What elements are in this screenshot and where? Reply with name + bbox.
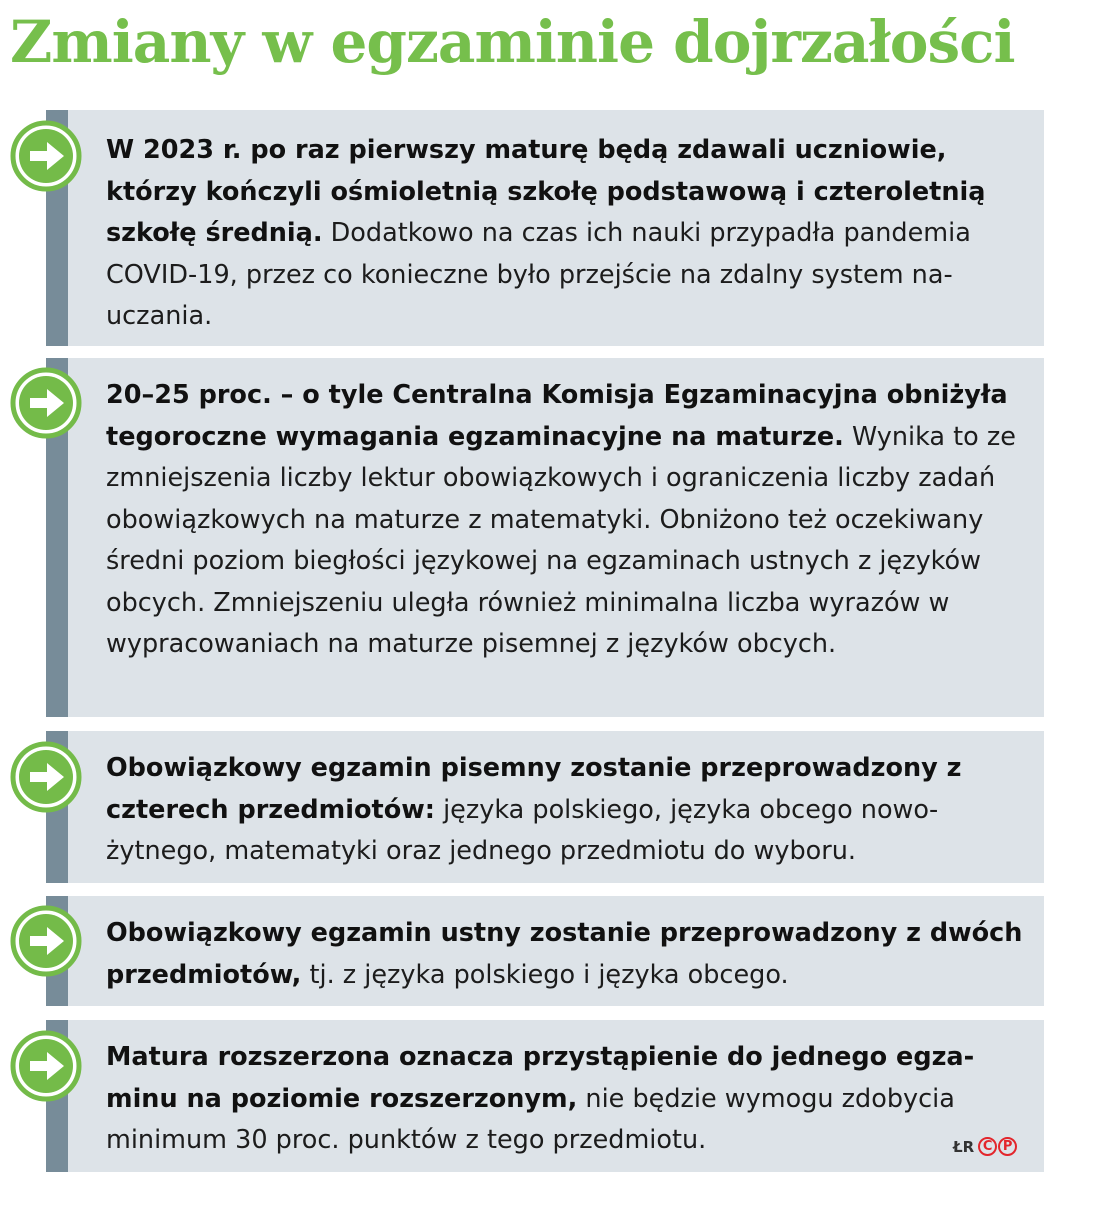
arrow-right-circle-icon [10,741,82,813]
info-box-5 [46,1020,1044,1172]
info-box-4-body: tj. z języka polskiego i języka obcego. [301,959,789,990]
info-box-1-body: Dodatkowo na czas ich nauki przypadła pandemia COVID-19, przez co konieczne było przejście na zdalny system nauczania. [106,218,971,331]
info-box-4-text [106,913,1024,996]
info-box-4-bold: Obowiązkowy egzamin ustny zostanie przeprowadzony z dwóch przedmiotów, [106,918,1023,990]
credit [953,1137,1017,1156]
copyright-p-icon: P [998,1137,1017,1156]
page-title: Zmiany w egzaminie dojrzałości [10,8,1015,76]
info-box-2-bold: 20–25 proc. – o tyle Centralna Komisja Egzaminacyjna obniżyła tegoroczne wymagania egzaminacyjne na maturze. [106,380,1008,452]
info-box-2 [46,358,1044,717]
info-box-2-text [106,375,1024,666]
info-box-1 [46,110,1044,346]
info-box-1-text [106,130,1024,338]
info-box-2-body: Wynika to ze zmniejszenia liczby lektur obowiązkowych i ograniczenia liczby zadań obowiązkowych na maturze z matematyki. Obniżono też oczekiwany średni poziom biegłości językowej na egzaminach ustnych z języków obcych. Zmniejszeniu uległa również minimalna liczba wyrazów w wypracowaniach na maturze pisemnej z języków obcych. [106,421,1016,659]
credit-author: ŁR [953,1137,975,1156]
info-box-3-text [106,748,1024,873]
info-box-3 [46,731,1044,883]
arrow-right-circle-icon [10,905,82,977]
info-box-3-body: języka polskiego, języka obcego nowożytnego, matematyki oraz jednego przedmiotu do wyboru. [106,794,939,866]
arrow-right-circle-icon [10,367,82,439]
info-box-1-bold: W 2023 r. po raz pierwszy maturę będą zdawali uczniowie, którzy kończyli ośmioletnią szkołę podstawową i czteroletnią szkołę średnią. [106,135,986,248]
arrow-right-circle-icon [10,120,82,192]
info-box-3-bold: Obowiązkowy egzamin pisemny zostanie przeprowadzony z czterech przedmiotów: [106,753,962,825]
info-box-5-text [106,1037,1024,1162]
info-box-5-body: nie będzie wymogu zdobycia minimum 30 proc. punktów z tego przedmiotu. [106,1083,955,1155]
copyright-c-icon: C [978,1137,997,1156]
info-box-4 [46,896,1044,1006]
arrow-right-circle-icon [10,1030,82,1102]
info-box-5-bold: Matura rozszerzona oznacza przystąpienie do jednego egzaminu na poziomie rozszerzonym, [106,1042,975,1114]
copyright-press-icon [978,1137,1017,1156]
